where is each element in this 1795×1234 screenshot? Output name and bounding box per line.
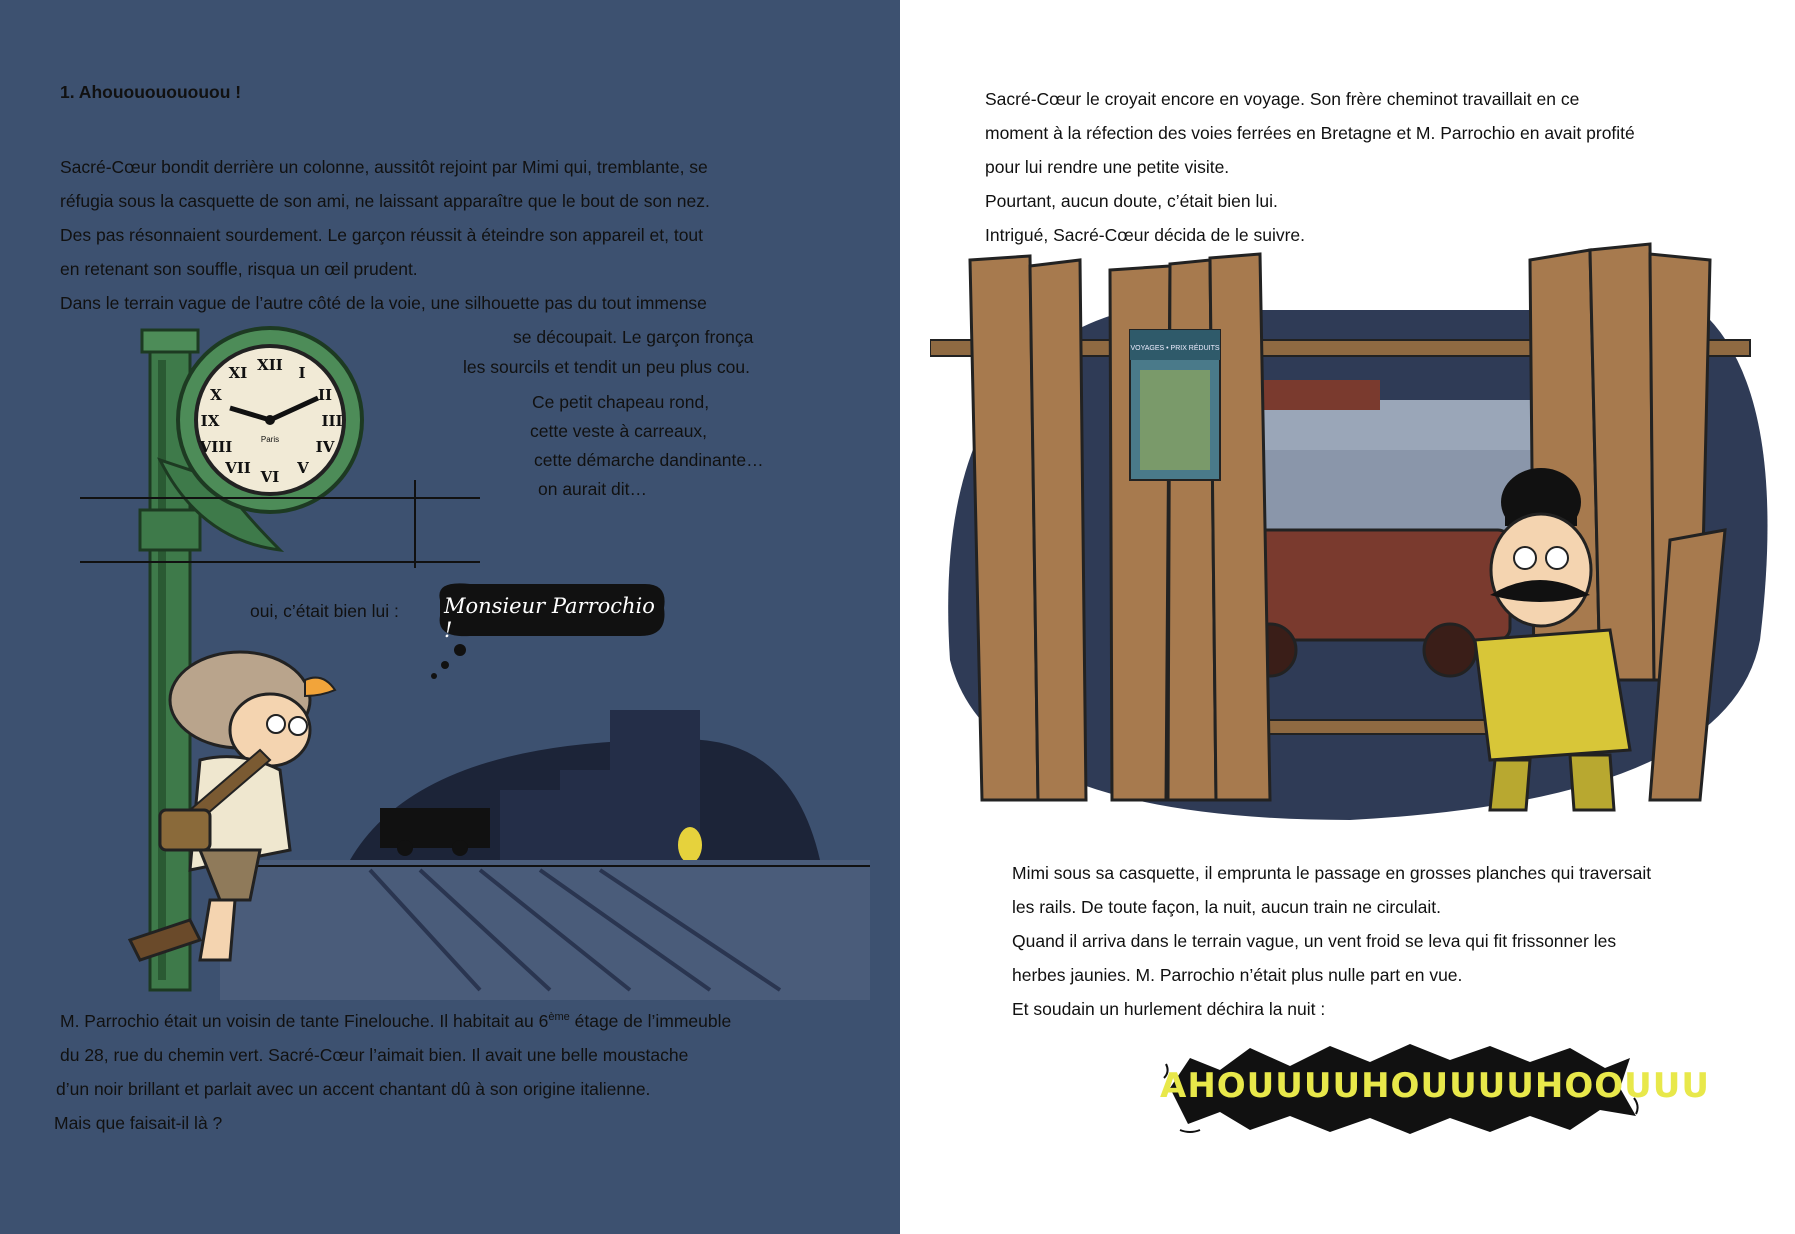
text-line: d’un noir brillant et parlait avec un accent chantant dû à son origine italienne.	[56, 1078, 651, 1099]
text-line: Des pas résonnaient sourdement. Le garçon réussit à éteindre son appareil et, tout	[60, 225, 704, 245]
svg-text:II: II	[317, 386, 333, 404]
text-line: Mais que faisait-il là ?	[54, 1112, 223, 1133]
text-line: herbes jaunies. M. Parrochio n’était plus nulle part en vue.	[1012, 965, 1463, 985]
howl-banner	[1160, 1038, 1710, 1138]
boy-character	[120, 640, 350, 970]
svg-text:I: I	[298, 364, 306, 382]
verse	[532, 388, 764, 504]
svg-text:V: V	[297, 459, 309, 477]
svg-text:XII: XII	[257, 356, 283, 374]
text-line: Pourtant, aucun doute, c’était bien lui.	[985, 191, 1278, 211]
text-line: réfugia sous la casquette de son ami, ne laissant apparaître que le bout de son nez.	[60, 191, 710, 211]
verse-line: cette veste à carreaux,	[530, 421, 708, 441]
clock-brand: Paris	[260, 435, 280, 444]
text-line: pour lui rendre une petite visite.	[985, 157, 1230, 177]
right-page	[900, 0, 1795, 1234]
svg-text:VIII: VIII	[199, 438, 233, 456]
poster-text: VOYAGES • PRIX RÉDUITS	[1130, 345, 1220, 352]
text-line: du 28, rue du chemin vert. Sacré-Cœur l’aimait bien. Il avait une belle moustache	[60, 1044, 689, 1065]
distant-figure	[678, 827, 702, 863]
speech-bubble-text: Monsieur Parrochio !	[444, 594, 655, 642]
svg-text:VI: VI	[260, 468, 280, 486]
text-line: se découpait. Le garçon fronça	[513, 327, 754, 347]
left-paragraph-2	[54, 1000, 732, 1140]
speech-bubble	[430, 580, 670, 685]
right-paragraph-1	[985, 82, 1635, 252]
text-line: en retenant son souffle, risqua un œil prudent.	[60, 259, 418, 279]
text-line: les sourcils et tendit un peu plus cou.	[463, 357, 750, 377]
svg-text:X: X	[210, 386, 222, 404]
text-line: Quand il arriva dans le terrain vague, un vent froid se leva qui fit frissonner les	[1012, 931, 1617, 951]
fence-scene-illustration	[930, 240, 1780, 840]
text-line: Sacré-Cœur bondit derrière un colonne, aussitôt rejoint par Mimi qui, tremblante, se	[60, 157, 708, 177]
text-line: Sacré-Cœur le croyait encore en voyage. Son frère cheminot travaillait en ce	[985, 89, 1580, 109]
verse-line: cette démarche dandinante…	[534, 450, 764, 470]
svg-text:IV: IV	[315, 438, 335, 456]
text-line: Intrigué, Sacré-Cœur décida de le suivre.	[985, 225, 1305, 245]
verse-line: Ce petit chapeau rond,	[532, 392, 710, 412]
svg-text:VII: VII	[225, 459, 251, 477]
text-line: Mimi sous sa casquette, il emprunta le passage en grosses planches qui traversait	[1012, 863, 1652, 883]
svg-text:XI: XI	[228, 364, 248, 382]
travel-poster	[1130, 330, 1220, 480]
right-paragraph-2	[1012, 856, 1651, 1026]
chapter-title: 1. Ahouououououou !	[60, 82, 242, 102]
svg-text:IX: IX	[200, 412, 220, 430]
verse-line: on aurait dit…	[538, 479, 647, 499]
overhead-wires	[80, 480, 500, 570]
text-line: M. Parrochio était un voisin de tante Finelouche. Il habitait au 6ème étage de l’immeuble	[60, 1010, 732, 1031]
text-line: les rails. De toute façon, la nuit, aucun train ne circulait.	[1012, 897, 1441, 917]
howl-text: AHOUUUUHOUUUUHOOUUU	[1160, 1066, 1710, 1106]
text-line: moment à la réfection des voies ferrées en Bretagne et M. Parrochio en avait profité	[985, 123, 1635, 143]
left-paragraph-1	[60, 150, 710, 320]
reveal-line: oui, c’était bien lui :	[250, 601, 399, 621]
text-line: Dans le terrain vague de l’autre côté de la voie, une silhouette pas du tout immense	[60, 293, 707, 313]
text-line: Et soudain un hurlement déchira la nuit :	[1012, 999, 1326, 1019]
svg-text:III: III	[321, 412, 343, 430]
